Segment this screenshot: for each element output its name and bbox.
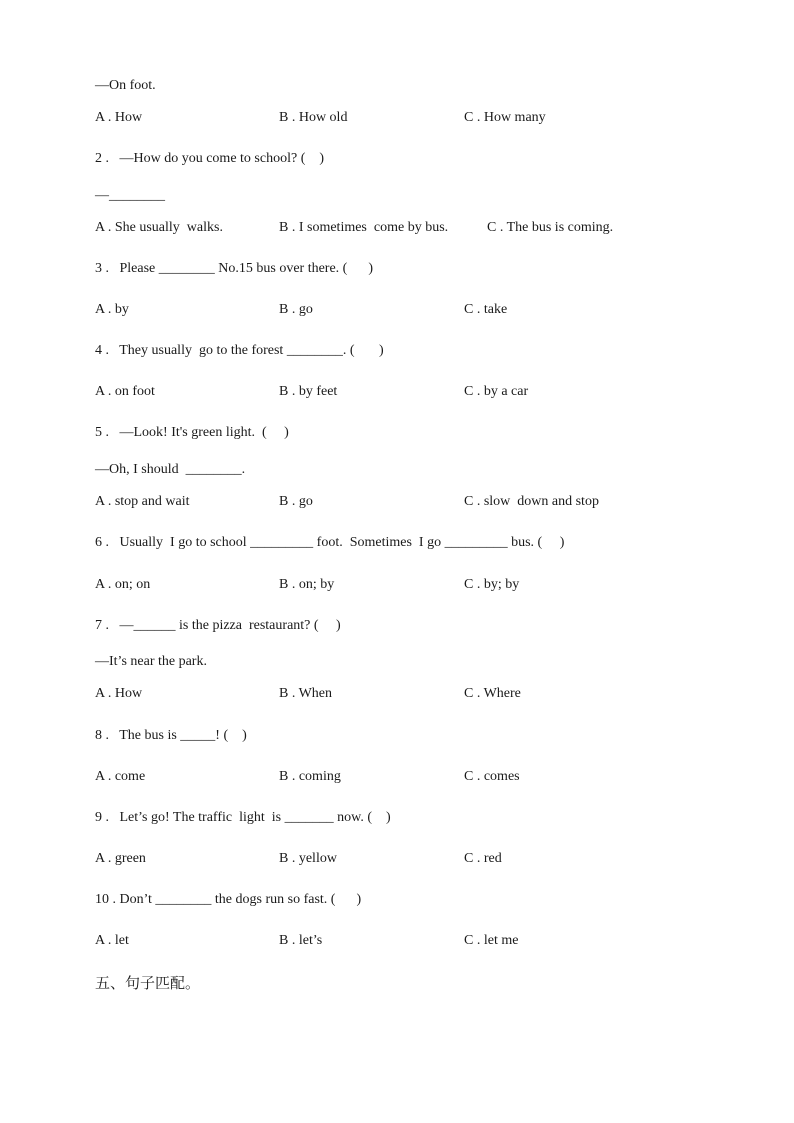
q6-option-a[interactable]: A . on; on: [95, 577, 151, 592]
q1-option-c[interactable]: C . How many: [464, 110, 546, 125]
q7-option-c[interactable]: C . Where: [464, 686, 521, 701]
q5-option-c[interactable]: C . slow down and stop: [464, 494, 599, 509]
q1-option-a[interactable]: A . How: [95, 110, 143, 125]
q3-option-b[interactable]: B . go: [279, 302, 313, 317]
q6-option-b[interactable]: B . on; by: [279, 577, 335, 592]
q8-stem: 8 . The bus is _____! ( ): [95, 728, 247, 743]
q2-option-b[interactable]: B . I sometimes come by bus.: [279, 220, 449, 235]
q1-option-b[interactable]: B . How old: [279, 110, 348, 125]
q10-option-a[interactable]: A . let: [95, 933, 129, 948]
q4-stem: 4 . They usually go to the forest ________. ( ): [95, 343, 384, 358]
q2-option-a[interactable]: A . She usually walks.: [95, 220, 223, 235]
q4-option-a[interactable]: A . on foot: [95, 384, 155, 399]
q5-reply-line: —Oh, I should ________.: [95, 462, 246, 477]
q7-option-b[interactable]: B . When: [279, 686, 333, 701]
q7-reply-line: —It’s near the park.: [95, 654, 207, 669]
q5-option-b[interactable]: B . go: [279, 494, 313, 509]
q10-option-c[interactable]: C . let me: [464, 933, 519, 948]
q7-option-a[interactable]: A . How: [95, 686, 143, 701]
q9-stem: 9 . Let’s go! The traffic light is _______ now. ( ): [95, 810, 391, 825]
q10-stem: 10 . Don’t ________ the dogs run so fast. ( ): [95, 892, 362, 907]
q4-option-b[interactable]: B . by feet: [279, 384, 338, 399]
q6-option-c[interactable]: C . by; by: [464, 577, 520, 592]
q2-blank-line: —________: [95, 188, 165, 203]
q6-stem: 6 . Usually I go to school _________ foot. Sometimes I go _________ bus. ( ): [95, 535, 565, 550]
q5-stem: 5 . —Look! It's green light. ( ): [95, 425, 289, 440]
q1-answer-line: —On foot.: [95, 78, 156, 93]
q3-option-c[interactable]: C . take: [464, 302, 508, 317]
q7-stem: 7 . —______ is the pizza restaurant? ( ): [95, 618, 341, 633]
section-heading: 五、句子匹配。: [95, 974, 201, 992]
q8-option-a[interactable]: A . come: [95, 769, 146, 784]
q3-stem: 3 . Please ________ No.15 bus over there. ( ): [95, 261, 374, 276]
q5-option-a[interactable]: A . stop and wait: [95, 494, 190, 509]
q9-option-b[interactable]: B . yellow: [279, 851, 337, 866]
q4-option-c[interactable]: C . by a car: [464, 384, 529, 399]
q3-option-a[interactable]: A . by: [95, 302, 129, 317]
q2-stem: 2 . —How do you come to school? ( ): [95, 151, 325, 166]
q9-option-c[interactable]: C . red: [464, 851, 502, 866]
q2-option-c[interactable]: C . The bus is coming.: [487, 220, 614, 235]
q8-option-b[interactable]: B . coming: [279, 769, 341, 784]
q8-option-c[interactable]: C . comes: [464, 769, 520, 784]
q10-option-b[interactable]: B . let’s: [279, 933, 323, 948]
q9-option-a[interactable]: A . green: [95, 851, 146, 866]
